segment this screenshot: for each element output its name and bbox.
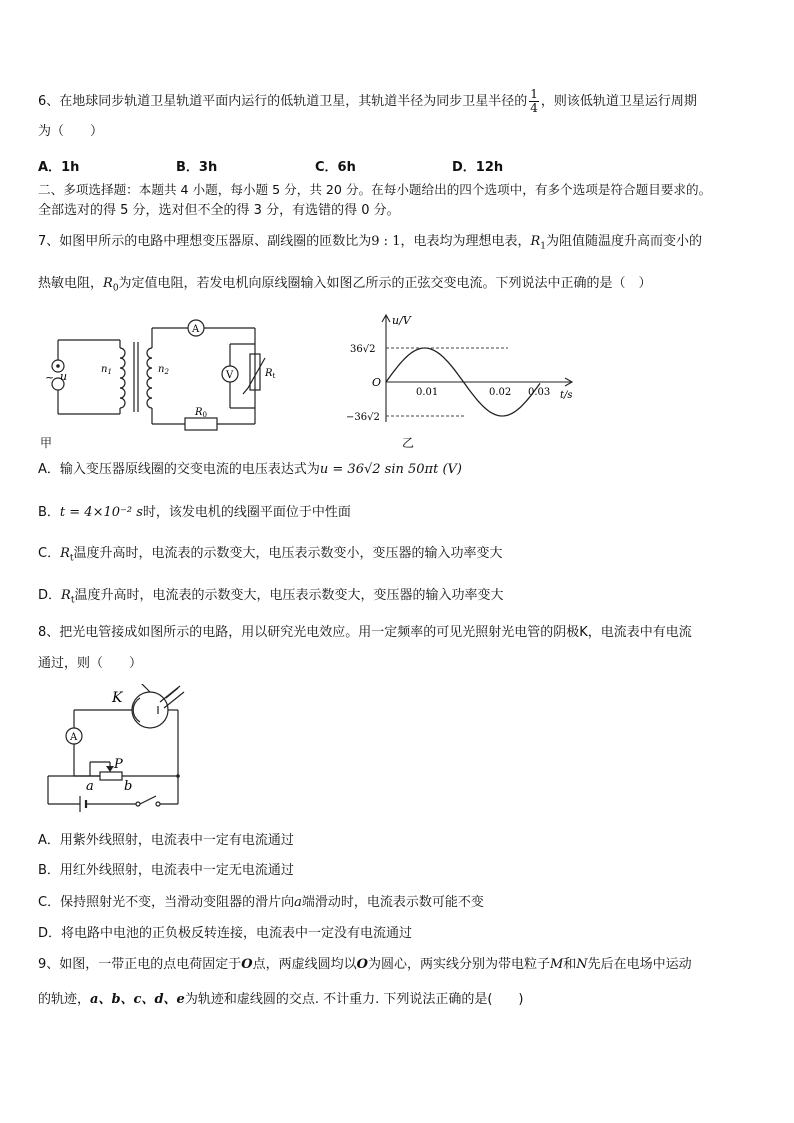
option-value: 1h <box>61 160 80 175</box>
q7-option-d-key: D． <box>38 588 62 603</box>
q6-stem-text-b: ，则该低轨道卫星运行周期 <box>540 94 697 109</box>
q8-option-c-text: C．保持照射光不变，当滑动变阻器的滑片向 <box>38 895 295 910</box>
q7-fig-n1: $n_1$ <box>101 364 112 376</box>
q7-figure-a-label: 甲 <box>40 436 53 450</box>
q9-text-e: 先后在电场中运动 <box>587 957 692 972</box>
q7-option-d-text: 温度升高时，电流表的示数变大，电压表示数变大，变压器的输入功率变大 <box>74 588 504 603</box>
option-key: C． <box>315 160 338 175</box>
q9-text-d: 和 <box>563 957 577 972</box>
q9-text: 9、如图，一带正电的点电荷固定于 <box>38 957 242 972</box>
q9-text-b: 点，两虚线圆均以 <box>252 957 357 972</box>
option-key: B． <box>176 160 199 175</box>
q8-option-c <box>38 895 484 911</box>
q7-option-b-equation: t = 4×10⁻² s <box>59 505 143 520</box>
q7-stem-line2 <box>38 276 652 297</box>
q7-graph-tick-1: 0.01 <box>416 387 439 398</box>
q7-r0-symbol: R <box>103 276 113 291</box>
fraction-denominator: 4 <box>530 101 538 115</box>
q7-figure-b-label: 乙 <box>402 436 415 450</box>
q9-o1: O <box>241 957 253 972</box>
q7-text-e: 为定值电阻，若发电机向原线圈输入如图乙所示的正弦交变电流。下列说法中正确的是（ ） <box>118 276 652 291</box>
q9-text-f: 的轨迹， <box>38 992 91 1007</box>
q8-stem-line1: 8、把光电管接成如图所示的电路，用以研究光电效应。用一定频率的可见光照射光电管的阴极K，电流表中有电流 <box>38 625 692 640</box>
q7-fig-rt: $R_t$ <box>265 368 276 380</box>
q7-option-d-r: R <box>61 588 71 603</box>
q8-figure-circuit <box>40 684 200 819</box>
option-value: 12h <box>475 160 504 175</box>
q7-graph-yneg: −36√2 <box>346 412 380 423</box>
q8-option-a: A．用紫外线照射，电流表中一定有电流通过 <box>38 833 294 848</box>
q7-fig-voltmeter: V <box>226 370 234 381</box>
q7-option-c-sub: t <box>69 553 74 564</box>
q8-option-c-text-b: 端滑动时，电流表示数可能不变 <box>301 895 484 910</box>
q7-text: 7、如图甲所示的电路中理想变压器原、副线圈的匝数比为 <box>38 234 372 249</box>
fraction-numerator: 1 <box>530 87 538 101</box>
q6-option-d <box>452 156 503 175</box>
q8-option-b: B．用红外线照射，电流表中一定无电流通过 <box>38 863 294 878</box>
q7-r0-sub: 0 <box>112 283 119 294</box>
q7-option-d-sub: t <box>70 595 75 606</box>
q7-option-a <box>38 462 462 478</box>
q7-fig-tilde: ~ <box>45 371 55 384</box>
section2-line2: 全部选对的得 5 分，选对但不全的得 3 分，有选错的得 0 分。 <box>38 203 400 218</box>
q7-stem-line1 <box>38 234 702 255</box>
q7-option-c-r: R <box>60 546 70 561</box>
q7-r1-sub: 1 <box>540 241 547 252</box>
q8-fig-k: K <box>112 690 123 706</box>
q7-graph-tick-3: 0.03 <box>528 387 551 398</box>
q7-option-c-key: C． <box>38 546 61 561</box>
q9-stem-line1 <box>38 957 692 973</box>
q6-option-b <box>176 156 217 175</box>
q6-stem-text: 6、在地球同步轨道卫星轨道平面内运行的低轨道卫星，其轨道半径为同步卫星半径的 <box>38 94 528 109</box>
q9-o2: O <box>356 957 368 972</box>
option-key: D． <box>452 160 476 175</box>
q7-text-d: 热敏电阻， <box>38 276 104 291</box>
q7-graph-xlabel: t/s <box>560 390 573 401</box>
q9-text-g: 为轨迹和虚线圆的交点. 不计重力. 下列说法正确的是( ) <box>184 992 524 1007</box>
q7-figure-graph <box>346 312 576 432</box>
q7-graph-ylabel: u/V <box>392 314 411 327</box>
q8-fig-ammeter: A <box>70 732 78 743</box>
q6-stem-line2: 为（ ） <box>38 124 104 139</box>
q8-fig-b: b <box>124 779 133 794</box>
section2-line1: 二、多项选择题：本题共 4 小题，每小题 5 分，共 20 分。在每小题给出的四个选项中，有多个选项是符合题目要求的。 <box>38 182 712 197</box>
q7-text-c: 为阻值随温度升高而变小的 <box>546 234 703 249</box>
q6-option-a <box>38 156 79 175</box>
q9-points: a、b、c、d、e <box>90 992 185 1007</box>
q7-option-a-text: A．输入变压器原线圈的交变电流的电压表达式为 <box>38 462 320 477</box>
q7-option-a-equation: u = 36√2 sin 50πt (V) <box>319 462 462 477</box>
q8-fig-p: P <box>114 757 123 772</box>
q7-fig-r0: $R_0$ <box>195 407 207 419</box>
q7-option-c <box>38 546 503 567</box>
option-value: 3h <box>198 160 218 175</box>
q7-text-b: ，电表均为理想电表， <box>400 234 531 249</box>
q9-n: N <box>576 957 588 972</box>
option-value: 6h <box>337 160 356 175</box>
q8-fig-a: a <box>86 779 94 794</box>
q6-fraction <box>529 88 539 115</box>
q6-option-c <box>315 156 356 175</box>
q7-option-c-text: 温度升高时，电流表的示数变大，电压表示数变小，变压器的输入功率变大 <box>73 546 503 561</box>
q8-stem-line2: 通过，则（ ） <box>38 656 143 671</box>
q7-graph-origin: O <box>372 376 382 389</box>
q7-graph-tick-2: 0.02 <box>489 387 512 398</box>
q7-fig-n2: $n_2$ <box>158 364 169 376</box>
q7-r1-symbol: R <box>530 234 541 249</box>
q8-option-d: D．将电路中电池的正负极反转连接，电流表中一定没有电流通过 <box>38 926 413 941</box>
q7-fig-u-label: u <box>60 370 68 383</box>
q7-ratio: 9 : 1 <box>371 234 401 249</box>
q7-option-d <box>38 588 503 609</box>
q7-option-b <box>38 505 351 521</box>
option-key: A． <box>38 160 62 175</box>
q9-m: M <box>549 957 564 972</box>
q7-fig-ammeter: A <box>192 324 200 335</box>
q9-stem-line2 <box>38 992 524 1008</box>
q7-option-b-key: B． <box>38 505 60 520</box>
q9-text-c: 为圆心，两实线分别为带电粒子 <box>367 957 550 972</box>
q7-option-b-text: 时，该发电机的线圈平面位于中性面 <box>142 505 351 520</box>
q7-figure-circuit <box>40 318 340 448</box>
q8-option-c-var: a <box>294 895 302 910</box>
q6-stem-line1 <box>38 88 697 115</box>
q7-graph-ypos: 36√2 <box>350 344 376 355</box>
